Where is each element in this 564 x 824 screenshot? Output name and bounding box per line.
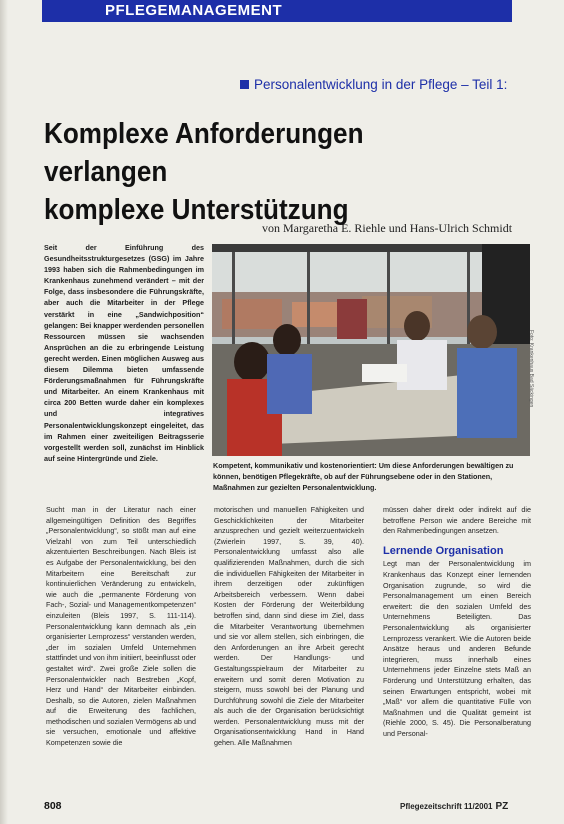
column-3-top-text: müssen daher direkt oder indirekt auf die betroffene Person wie andere Bereiche mit den Rahmenbedingungen ansetzen.: [383, 505, 531, 536]
intro-paragraph: Seit der Einführung des Gesundheitsstrukturgesetzes (GSG) im Jahre 1993 haben sich die Rahmenbedingungen im Krankenhaus zunehmend verändert – mit der Folge, dass insbesondere die Führungskräfte, aber auch die Mitarbeiter in der Pflege verstärkt in eine „Sandwichposition“ gelangen: Bei knapper werdenden personellen Ressourcen müssen sie wachsenden Ansprüchen an die zu erbringende Leistung gerecht werden. Einen möglichen Ausweg aus diesem Dilemma bieten umfassende Förderungsmaßnahmen für Führungskräfte und Mitarbeiter. An einem Krankenhaus mit circa 200 Betten wurde daher ein komplexes und integratives Personalentwicklungskonzept eingeleitet, das im Rahmen einer zweiteiligen Beitragsserie vorgestellt werden soll, zunächst im Hinblick auf seine Hintergründe und Ziele.: [44, 243, 204, 463]
journal-name: Pflegezeitschrift 11/2001: [400, 802, 493, 811]
series-title-text: Personalentwicklung in der Pflege – Teil 1:: [254, 77, 508, 92]
photo-caption: Kompetent, kommunikativ und kostenorientiert: Um diese Anforderungen bewältigen zu können, benötigen Pflegekräfte, ob auf der Führungsebene oder in den Stationen, Maßnahmen zur gezielten Personalentwicklung.: [213, 461, 514, 492]
scan-edge: [0, 0, 8, 824]
photo-credit: Foto: Krankenhaus Bad Säckingen: [528, 330, 534, 408]
journal-footer: [400, 801, 508, 812]
body-column-2: motorischen und manuellen Fähigkeiten und Geschicklichkeiten der Mitarbeiter anzusprechen und gezielt weiterzuentwickeln (Zwierlein 1997, S. 39, 40). Personalentwicklung umfasst also alle qualifizierenden Maßnahmen, durch die sich die individuellen Fähigkeiten der Mitarbeiter in ihrem derzeitigen oder zukünftigen Arbeitsbereich verbessern. Wenn dabei Kosten der Förderung der Weiterbildung betroffen sind, dann sind diese im Ziel, dass die Mitarbeiter Verantwortung übernehmen und sie vor allem stellen, sich einbringen, die den Anforderungen an ihre Arbeit gerecht werden. Der Handlungs- und Gestaltungsspielraum der Mitarbeiter zu erweitern und somit deren Motivation zu steigern, muss sowohl bei der Planung und Durchführung sowohl die Ziele der Mitarbeiter als auch die der Organisation berücksichtigt werden. Personalentwicklung muss mit der Organisationsentwicklung Hand in Hand gehen. Alle Maßnahmen: [214, 505, 364, 748]
title-line-1: Komplexe Anforderungen verlangen: [44, 118, 364, 188]
article-photo: [212, 244, 530, 456]
series-square-icon: [240, 80, 249, 89]
article-title: [44, 115, 476, 229]
body-column-1: Sucht man in der Literatur nach einer allgemeingültigen Definition des Begriffes „Personalentwicklung“, so stößt man auf eine Vielzahl von zum Teil unterschiedlich akzentuierten Beschreibungen. Nach Bleis ist es Aufgabe der Personalentwicklung, bei den Mitarbeitern eine Bereitschaft zur kontinuierlichen Veränderung zu entwickeln, wie auch die „permanente Förderung von Fach-, Sozial- und Managementkompetenzen“ einzuleiten (Bleis 1997, S. 111-114). Personalentwicklung kann demnach als „ein organisierter Lernprozess“ verstanden werden, „der im sozialen Umfeld Unternehmen stattfindet und von ihm initiiert, beeinflusst oder gestaltet wird“. Zwei große Ziele sollen die Personalentwickler nach Bestreben „Kopf, Herz und Hand“ der Mitarbeiter einbinden. Deshalb, so die Autoren, zielen Maßnahmen auf die Erweiterung des fachlichen, methodischen und sozialen Vermögens ab und sie versuchen, emotionale und affektive Kompetenzen sowie die: [46, 505, 196, 748]
page-number: 808: [44, 800, 62, 812]
body-column-3: [383, 505, 531, 739]
nurses-meeting-photo: [212, 244, 530, 456]
journal-logo: PZ: [495, 801, 509, 812]
column-3-body-text: Legt man der Personalentwicklung im Krankenhaus das Konzept einer lernenden Organisation zugrunde, so wird die Personalmanagement um einen Bereich erweitert: die den sozialen Umfeld des Unternehmens Beteiligten. Das Personalentwicklung als organisierter Lernprozess verankert. Wie die Autoren beide Ansätze heraus und anderen Befunde integrieren, muss innerhalb eines Unternehmens jeder Einzelne stets Maß an Förderung und Unterstützung erhalten, das seinen Erwartungen entspricht, wobei mit „Maß“ vor allem die quantitative Fülle von Maßnahmen und die Qualität gemeint ist (Riehle 2000, S. 45). Die Personalberatung und Personal-: [383, 559, 531, 738]
subheading: Lernende Organisation: [383, 544, 504, 557]
series-title: [240, 77, 507, 92]
section-header: PFLEGEMANAGEMENT: [105, 2, 283, 19]
authors: von Margaretha E. Riehle und Hans-Ulrich Schmidt: [262, 221, 513, 235]
title-line-2: komplexe Unterstützung: [44, 194, 349, 226]
